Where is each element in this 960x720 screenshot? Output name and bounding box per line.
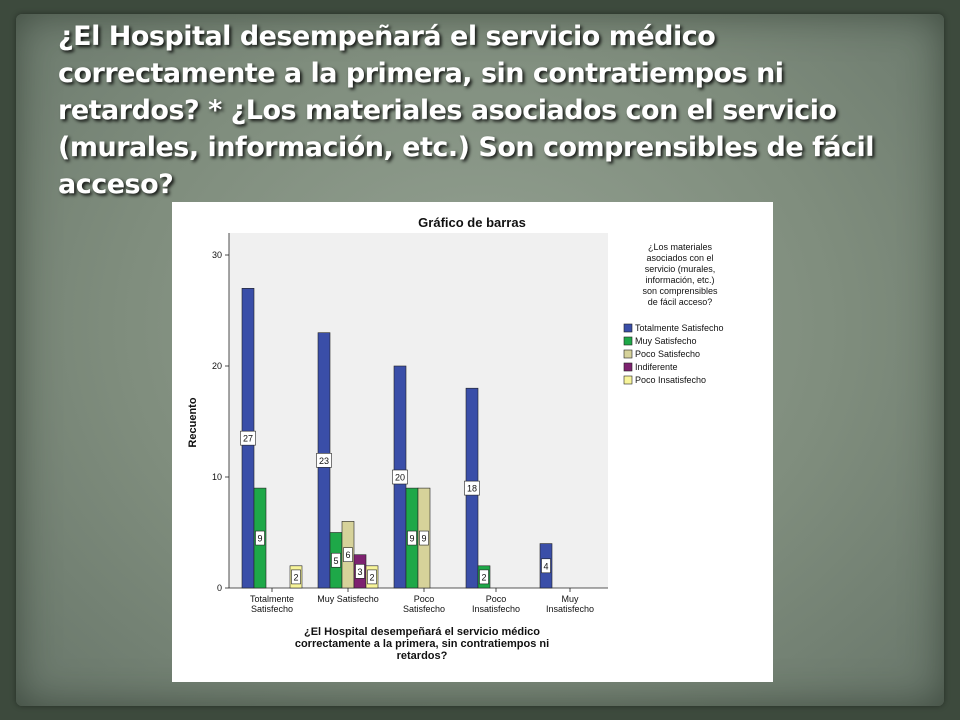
legend-label: Poco Insatisfecho bbox=[635, 375, 707, 385]
data-label: 20 bbox=[394, 472, 406, 483]
legend-swatch bbox=[624, 350, 632, 358]
legend-swatch bbox=[624, 337, 632, 345]
data-label: 9 bbox=[409, 533, 415, 544]
data-label: 4 bbox=[543, 561, 549, 572]
data-label: 2 bbox=[481, 572, 487, 583]
x-axis-label: ¿El Hospital desempeñará el servicio médico bbox=[304, 626, 540, 638]
legend-title: son comprensibles bbox=[642, 286, 718, 296]
data-label: 2 bbox=[293, 572, 299, 583]
data-label: 6 bbox=[345, 550, 351, 561]
legend-label: Indiferente bbox=[635, 362, 678, 372]
legend-title: ¿Los materiales bbox=[647, 242, 713, 252]
y-tick-label: 20 bbox=[211, 361, 222, 371]
x-tick-label: Satisfecho bbox=[402, 604, 446, 614]
legend-swatch bbox=[624, 376, 632, 384]
y-tick-label: 10 bbox=[211, 472, 222, 482]
chart-panel bbox=[172, 202, 773, 682]
legend-label: Muy Satisfecho bbox=[635, 336, 697, 346]
y-tick-label: 0 bbox=[216, 583, 222, 593]
legend-label: Poco Satisfecho bbox=[635, 349, 701, 359]
data-label: 27 bbox=[242, 433, 254, 444]
legend-label: Totalmente Satisfecho bbox=[635, 323, 724, 333]
data-label: 3 bbox=[357, 566, 363, 577]
data-label: 18 bbox=[466, 483, 478, 494]
data-label: 9 bbox=[421, 533, 427, 544]
x-tick-label: Insatisfecho bbox=[471, 604, 521, 614]
slide-title: ¿El Hospital desempeñará el servicio médico correctamente a la primera, sin contratiempos ni retardos? * ¿Los materiales asociados con el servicio (murales, información, etc.) Son comprensibles de fácil acceso? bbox=[58, 21, 875, 200]
x-axis-label: retardos? bbox=[396, 650, 448, 662]
y-tick-label: 30 bbox=[211, 250, 222, 260]
x-tick-label: Insatisfecho bbox=[545, 604, 595, 614]
bar-chart bbox=[172, 202, 773, 682]
x-tick-label: Totalmente bbox=[249, 594, 295, 604]
x-tick-label: Poco bbox=[413, 594, 435, 604]
chart-title: Gráfico de barras bbox=[418, 215, 526, 230]
legend-title: información, etc.) bbox=[645, 275, 715, 285]
x-tick-label: Poco bbox=[485, 594, 507, 604]
x-axis-label: correctamente a la primera, sin contratiempos ni bbox=[294, 638, 550, 650]
y-axis-label: Recuento bbox=[187, 397, 199, 448]
x-tick-label: Muy Satisfecho bbox=[317, 594, 379, 604]
data-label: 23 bbox=[318, 455, 330, 466]
legend-title: servicio (murales, bbox=[644, 264, 716, 274]
x-tick-label: Muy bbox=[561, 594, 579, 604]
legend-title: asociados con el bbox=[646, 253, 714, 263]
x-tick-label: Satisfecho bbox=[250, 604, 294, 614]
legend-title: de fácil acceso? bbox=[647, 297, 713, 307]
legend-swatch bbox=[624, 363, 632, 371]
data-label: 2 bbox=[369, 572, 375, 583]
data-label: 5 bbox=[333, 555, 339, 566]
data-label: 9 bbox=[257, 533, 263, 544]
legend-swatch bbox=[624, 324, 632, 332]
